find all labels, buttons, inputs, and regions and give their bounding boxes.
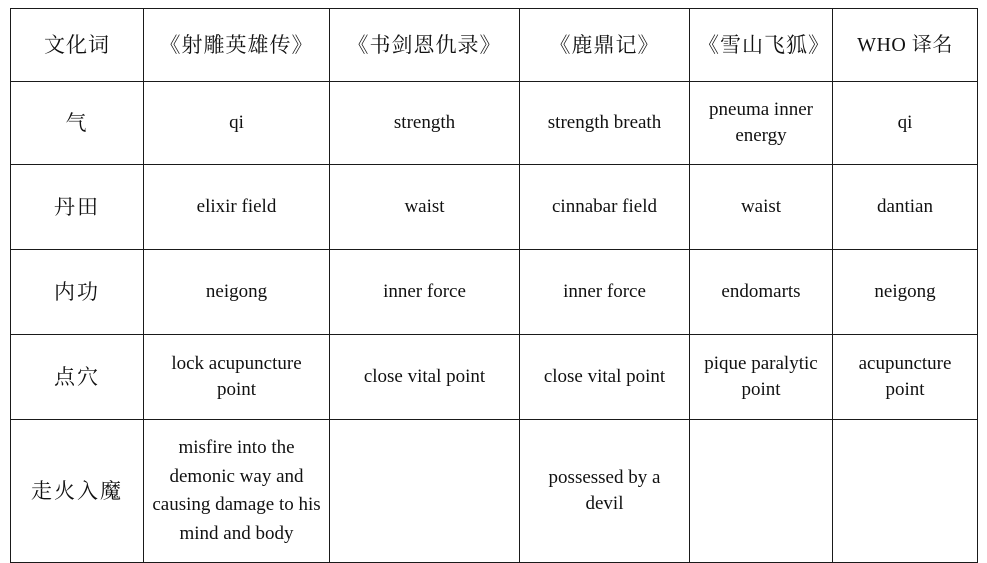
cell-zouhuorumo-flying-fox [690, 420, 833, 563]
row-term-zouhuorumo: 走火入魔 [11, 420, 144, 563]
row-term-dianxue: 点穴 [11, 335, 144, 420]
table-header [11, 9, 978, 82]
cell-zouhuorumo-condor: misfire into the demonic way and causing damage to his mind and body [144, 420, 330, 563]
cell-zouhuorumo-book-sword [330, 420, 520, 563]
cell-dianxue-flying-fox: pique paralytic point [690, 335, 833, 420]
row-term-dantian: 丹田 [11, 165, 144, 250]
cell-qi-deer-cauldron: strength breath [520, 82, 690, 165]
row-term-qi: 气 [11, 82, 144, 165]
table-row [11, 165, 978, 250]
cell-qi-book-sword: strength [330, 82, 520, 165]
cell-dianxue-deer-cauldron: close vital point [520, 335, 690, 420]
cell-dantian-deer-cauldron: cinnabar field [520, 165, 690, 250]
cell-dianxue-book-sword: close vital point [330, 335, 520, 420]
table-row [11, 335, 978, 420]
cell-zouhuorumo-deer-cauldron: possessed by a devil [520, 420, 690, 563]
table-row [11, 250, 978, 335]
cell-dianxue-who: acupuncture point [833, 335, 978, 420]
cell-neigong-deer-cauldron: inner force [520, 250, 690, 335]
table-row [11, 420, 978, 563]
cell-dianxue-condor: lock acupuncture point [144, 335, 330, 420]
document-page [0, 8, 987, 551]
cell-qi-who: qi [833, 82, 978, 165]
cell-dantian-flying-fox: waist [690, 165, 833, 250]
culture-terms-table [10, 8, 978, 563]
cell-zouhuorumo-who [833, 420, 978, 563]
table-body [11, 82, 978, 563]
table-row [11, 82, 978, 165]
cell-dantian-condor: elixir field [144, 165, 330, 250]
column-header-flying-fox-of-snowy-mountain: 《雪山飞狐》 [690, 9, 833, 82]
cell-dantian-book-sword: waist [330, 165, 520, 250]
column-header-culture-word: 文化词 [11, 9, 144, 82]
cell-neigong-book-sword: inner force [330, 250, 520, 335]
column-header-book-and-sword: 《书剑恩仇录》 [330, 9, 520, 82]
cell-neigong-condor: neigong [144, 250, 330, 335]
row-term-neigong: 内功 [11, 250, 144, 335]
table-header-row [11, 9, 978, 82]
cell-dantian-who: dantian [833, 165, 978, 250]
cell-neigong-flying-fox: endomarts [690, 250, 833, 335]
cell-neigong-who: neigong [833, 250, 978, 335]
cell-qi-flying-fox: pneuma inner energy [690, 82, 833, 165]
column-header-deer-and-the-cauldron: 《鹿鼎记》 [520, 9, 690, 82]
cell-qi-condor: qi [144, 82, 330, 165]
column-header-who-translation: WHO 译名 [833, 9, 978, 82]
column-header-legend-of-the-condor-heroes: 《射雕英雄传》 [144, 9, 330, 82]
